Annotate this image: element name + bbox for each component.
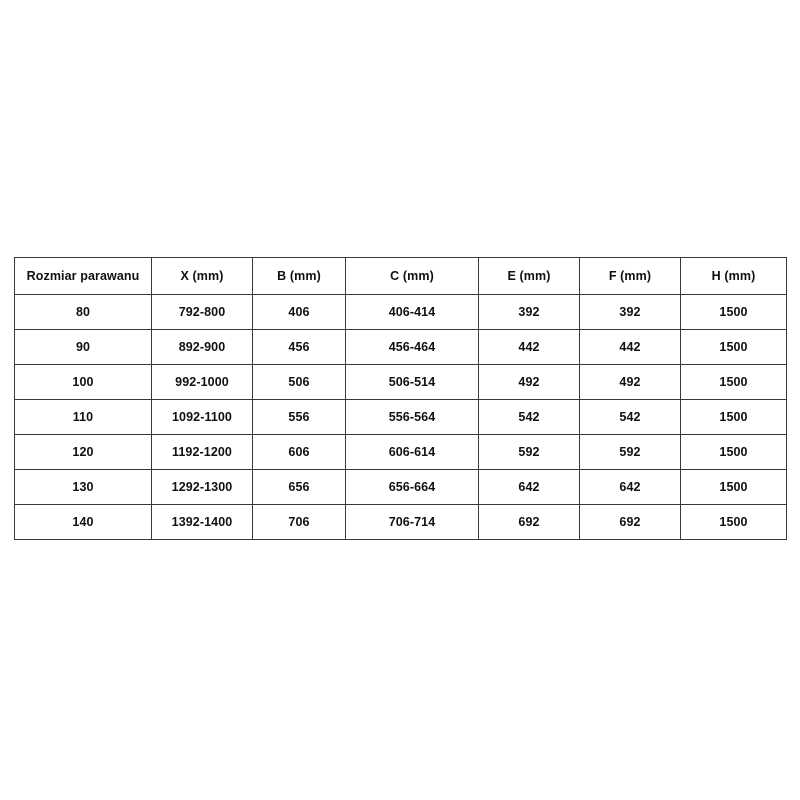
- cell-f: 492: [580, 365, 681, 400]
- specification-table-container: [14, 257, 786, 540]
- cell-c: 506-514: [346, 365, 479, 400]
- cell-x: 1192-1200: [152, 435, 253, 470]
- cell-b: 656: [253, 470, 346, 505]
- cell-e: 542: [479, 400, 580, 435]
- table-row: [15, 365, 787, 400]
- cell-size: 90: [15, 330, 152, 365]
- cell-h: 1500: [681, 330, 787, 365]
- cell-f: 542: [580, 400, 681, 435]
- cell-h: 1500: [681, 470, 787, 505]
- column-header-h: H (mm): [681, 258, 787, 295]
- cell-x: 1092-1100: [152, 400, 253, 435]
- cell-h: 1500: [681, 505, 787, 540]
- cell-size: 110: [15, 400, 152, 435]
- column-header-size: Rozmiar parawanu: [15, 258, 152, 295]
- table-row: [15, 295, 787, 330]
- cell-size: 130: [15, 470, 152, 505]
- cell-h: 1500: [681, 400, 787, 435]
- cell-e: 692: [479, 505, 580, 540]
- cell-e: 642: [479, 470, 580, 505]
- cell-e: 592: [479, 435, 580, 470]
- cell-x: 992-1000: [152, 365, 253, 400]
- cell-x: 1292-1300: [152, 470, 253, 505]
- cell-e: 492: [479, 365, 580, 400]
- cell-x: 892-900: [152, 330, 253, 365]
- table-row: [15, 470, 787, 505]
- cell-x: 1392-1400: [152, 505, 253, 540]
- cell-c: 706-714: [346, 505, 479, 540]
- table-header-row: [15, 258, 787, 295]
- specification-table: [14, 257, 787, 540]
- table-body: [15, 295, 787, 540]
- column-header-b: B (mm): [253, 258, 346, 295]
- cell-b: 606: [253, 435, 346, 470]
- cell-size: 120: [15, 435, 152, 470]
- cell-c: 556-564: [346, 400, 479, 435]
- cell-x: 792-800: [152, 295, 253, 330]
- table-row: [15, 505, 787, 540]
- cell-h: 1500: [681, 365, 787, 400]
- cell-f: 392: [580, 295, 681, 330]
- cell-size: 80: [15, 295, 152, 330]
- cell-c: 606-614: [346, 435, 479, 470]
- table-row: [15, 435, 787, 470]
- table-row: [15, 330, 787, 365]
- cell-f: 592: [580, 435, 681, 470]
- cell-f: 442: [580, 330, 681, 365]
- cell-f: 692: [580, 505, 681, 540]
- column-header-e: E (mm): [479, 258, 580, 295]
- cell-b: 456: [253, 330, 346, 365]
- cell-b: 556: [253, 400, 346, 435]
- table-header: [15, 258, 787, 295]
- cell-c: 456-464: [346, 330, 479, 365]
- cell-b: 506: [253, 365, 346, 400]
- cell-f: 642: [580, 470, 681, 505]
- cell-c: 406-414: [346, 295, 479, 330]
- cell-e: 442: [479, 330, 580, 365]
- cell-size: 140: [15, 505, 152, 540]
- column-header-c: C (mm): [346, 258, 479, 295]
- cell-b: 406: [253, 295, 346, 330]
- column-header-x: X (mm): [152, 258, 253, 295]
- table-row: [15, 400, 787, 435]
- column-header-f: F (mm): [580, 258, 681, 295]
- cell-b: 706: [253, 505, 346, 540]
- cell-h: 1500: [681, 435, 787, 470]
- cell-e: 392: [479, 295, 580, 330]
- cell-h: 1500: [681, 295, 787, 330]
- cell-c: 656-664: [346, 470, 479, 505]
- cell-size: 100: [15, 365, 152, 400]
